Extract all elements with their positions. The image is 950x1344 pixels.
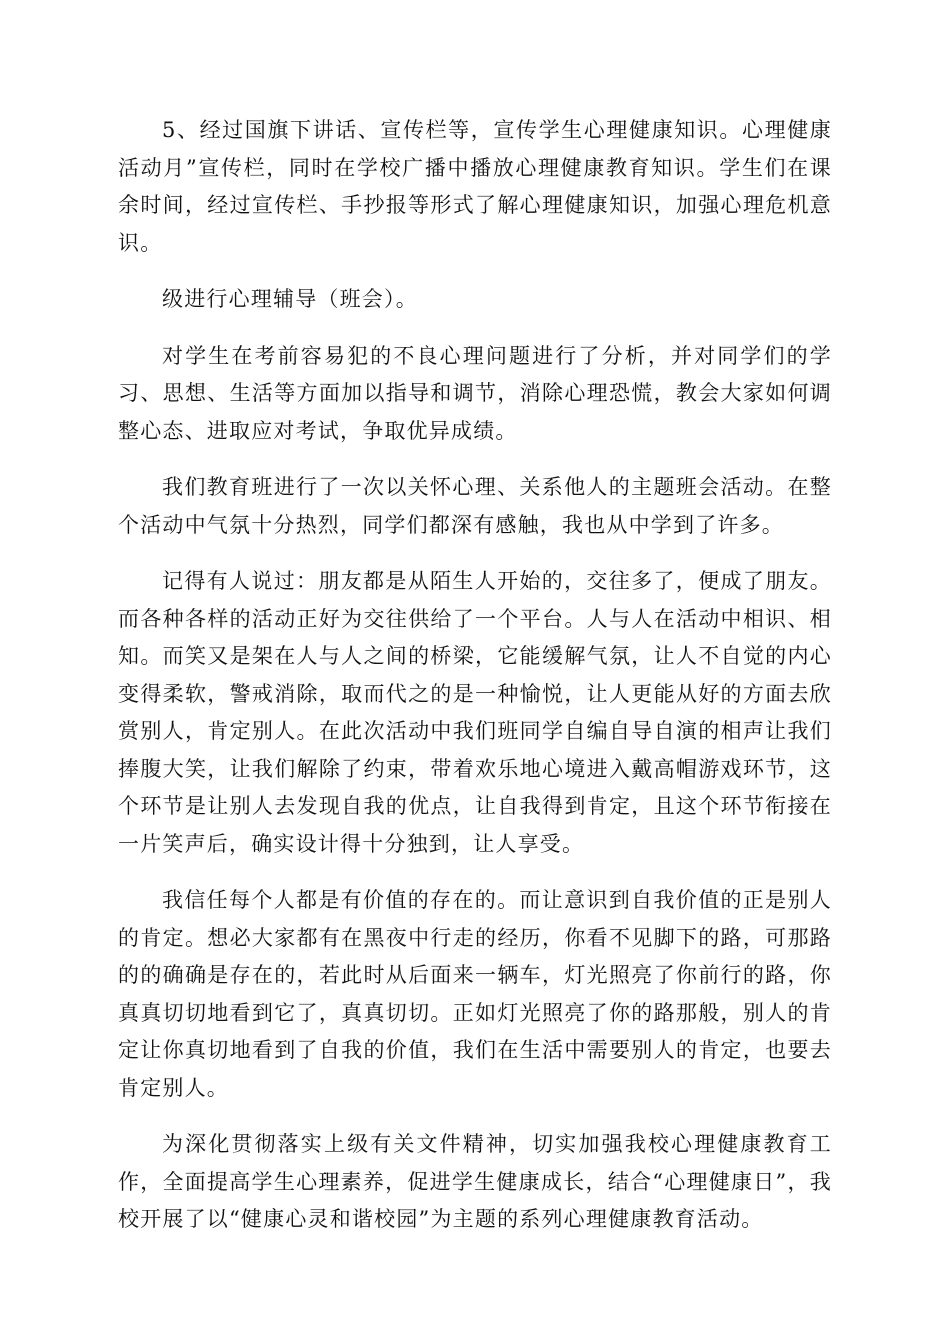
paragraph-propaganda: 5、经过国旗下讲话、宣传栏等，宣传学生心理健康知识。心理健康活动月”宣传栏，同时在学校广播中播放心理健康教育知识。学生们在课余时间，经过宣传栏、手抄报等形式了解心理健康知识，加强心理危机意识。 [118,118,832,255]
paragraph-friendship: 记得有人说过：朋友都是从陌生人开始的，交往多了，便成了朋友。而各种各样的活动正好为交往供给了一个平台。人与人在活动中相识、相知。而笑又是架在人与人之间的桥梁，它能缓解气氛，让人不自觉的内心变得柔软，警戒消除，取而代之的是一种愉悦，让人更能从好的方面去欣赏别人，肯定别人。在此次活动中我们班同学自编自导自演的相声让我们捧腹大笑，让我们解除了约束，带着欢乐地心境进入戴高帽游戏环节，这个环节是让别人去发现自我的优点，让自我得到肯定，且这个环节衔接在一片笑声后，确实设计得十分独到，让人享受。 [118,569,832,856]
paragraph-class-counseling: 级进行心理辅导（班会）。 [162,287,418,311]
paragraph-school-activities: 为深化贯彻落实上级有关文件精神，切实加强我校心理健康教育工作，全面提高学生心理素养，促进学生健康成长，结合“心理健康日”，我校开展了以“健康心灵和谐校园”为主题的系列心理健康教育活动。 [118,1132,832,1231]
paragraph-exam-analysis: 对学生在考前容易犯的不良心理问题进行了分析，并对同学们的学习、思想、生活等方面加以指导和调节，消除心理恐慌，教会大家如何调整心态、进取应对考试，争取优异成绩。 [118,343,832,443]
document-body [118,112,832,1258]
paragraph-self-value: 我信任每个人都是有价值的存在的。而让意识到自我价值的正是别人的肯定。想必大家都有在黑夜中行走的经历，你看不见脚下的路，可那路的的确确是存在的，若此时从后面来一辆车，灯光照亮了你前行的路，你真真切切地看到它了，真真切切。正如灯光照亮了你的路那般，别人的肯定让你真切地看到了自我的价值，我们在生活中需要别人的肯定，也要去肯定别人。 [118,888,832,1100]
paragraph-class-meeting: 我们教育班进行了一次以关怀心理、关系他人的主题班会活动。在整个活动中气氛十分热烈，同学们都深有感触，我也从中学到了许多。 [118,475,832,537]
